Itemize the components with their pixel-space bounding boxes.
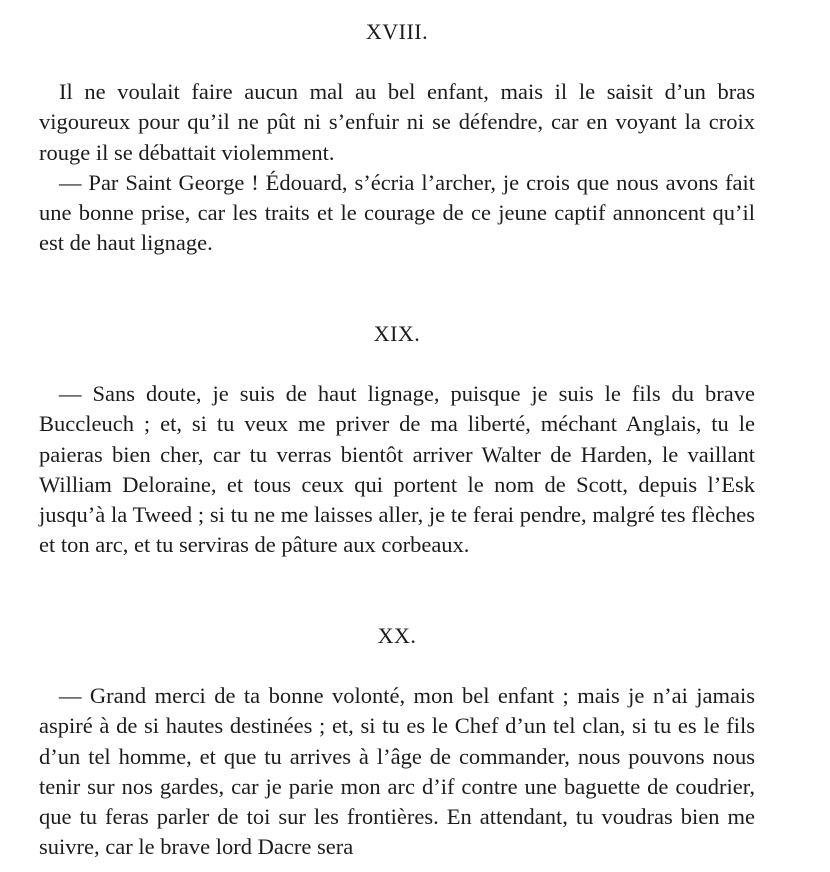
- paragraph: — Par Saint George ! Édouard, s’écria l’archer, je crois que nous avons fait une bonne prise, car les traits et le courage de ce jeune captif annoncent qu’il est de haut lignage.: [39, 169, 755, 256]
- section-body-xix: [39, 379, 755, 561]
- section-body-xx: [39, 681, 755, 863]
- section-body-xviii: [39, 77, 755, 259]
- paragraph: — Grand merci de ta bonne volonté, mon bel enfant ; mais je n’ai jamais aspiré à de si hautes destinées ; et, si tu es le Chef d’un tel clan, si tu es le fils d’un tel homme, et que tu arrives à l’âge de commander, nous pouvons nous tenir sur nos gardes, car je parie mon arc d’if contre une baguette de coudrier, que tu feras parler de toi sur les frontières. En attendant, tu voudras bien me suivre, car le brave lord Dacre sera: [39, 683, 755, 860]
- paragraph: Il ne voulait faire aucun mal au bel enfant, mais il le saisit d’un bras vigoureux pour qu’il ne pût ni s’enfuir ni se défendre, car en voyant la croix rouge il se débattait violemment.: [39, 79, 755, 165]
- section-heading-xix: XIX.: [373, 321, 421, 346]
- paragraph: — Sans doute, je suis de haut lignage, puisque je suis le fils du brave Buccleuch ; et, si tu veux me priver de ma liberté, méchant Anglais, tu le paieras bien cher, car tu verras bientôt arriver Walter de Harden, le vaillant William Deloraine, et tous ceux qui portent le nom de Scott, depuis l’Esk jusqu’à la Tweed ; si tu ne me laisses aller, je te ferai pendre, malgré tes flèches et ton arc, et tu serviras de pâture aux corbeaux.: [39, 381, 755, 558]
- section-heading-xviii: XVIII.: [365, 19, 429, 44]
- section-heading-xx: XX.: [377, 623, 417, 648]
